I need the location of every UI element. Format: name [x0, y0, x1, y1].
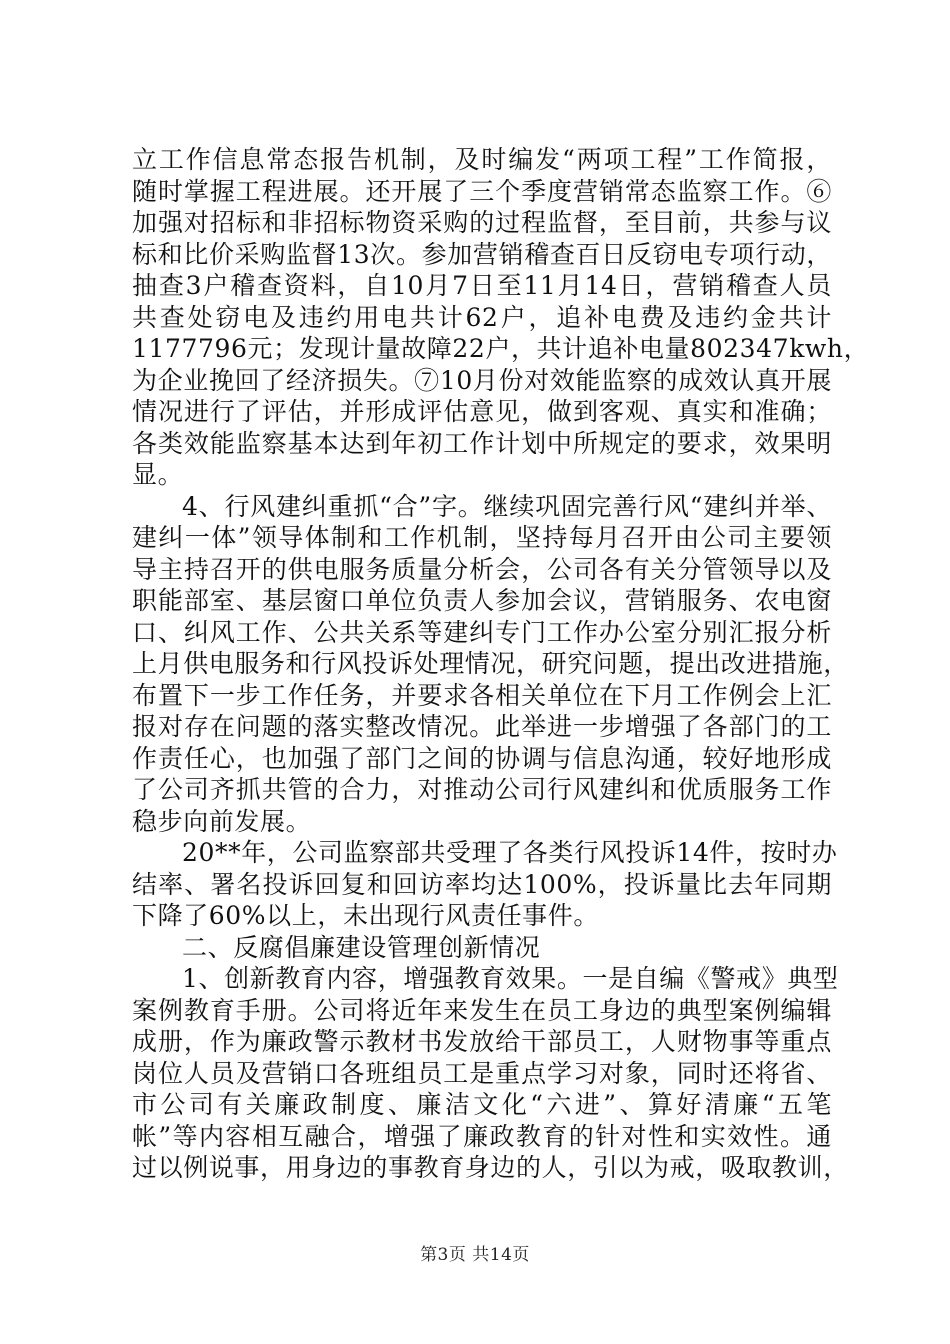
paragraph-first-line: 1、创新教育内容，增强教育效果。一是自编《警戒》典型 — [182, 964, 839, 993]
text-line: 抽查3户稽查资料，自10月7日至11月14日，营销稽查人员 — [132, 271, 832, 300]
text-line: 情况进行了评估，并形成评估意见，做到客观、真实和准确； — [132, 397, 832, 426]
text-line: 建纠一体”领导体制和工作机制，坚持每月召开由公司主要领 — [132, 523, 832, 552]
text-line: 报对存在问题的落实整改情况。此举进一步增强了各部门的工 — [132, 712, 832, 741]
text-line: 共查处窃电及违约用电共计62户，追补电费及违约金共计 — [132, 302, 832, 332]
text-line: 稳步向前发展。 — [132, 806, 312, 836]
text-line: 布置下一步工作任务，并要求各相关单位在下月工作例会上汇 — [132, 680, 832, 710]
page-number-footer: 第3页 共14页 — [420, 1245, 530, 1265]
paragraph-first-line: 4、行风建纠重抓“合”字。继续巩固完善行风“建纠并举、 — [182, 491, 832, 521]
text-line: 市公司有关廉政制度、廉洁文化“六进”、算好清廉“五笔 — [132, 1090, 832, 1119]
text-line: 标和比价采购监督13次。参加营销稽查百日反窃电专项行动， — [132, 239, 832, 269]
section-heading: 二、反腐倡廉建设管理创新情况 — [182, 932, 541, 962]
text-line: 为企业挽回了经济损失。⑦10月份对效能监察的成效认真开展 — [132, 365, 832, 395]
text-line: 随时掌握工程进展。还开展了三个季度营销常态监察工作。⑥ — [132, 176, 832, 206]
text-line: 结率、署名投诉回复和回访率均达100%，投诉量比去年同期 — [132, 869, 832, 899]
paragraph-first-line: 20**年，公司监察部共受理了各类行风投诉14件，按时办 — [182, 838, 838, 867]
text-line: 加强对招标和非招标物资采购的过程监督，至目前，共参与议 — [132, 208, 832, 237]
text-line: 了公司齐抓共管的合力，对推动公司行风建纠和优质服务工作 — [132, 775, 832, 804]
text-line: 导主持召开的供电服务质量分析会，公司各有关分管领导以及 — [132, 554, 832, 584]
text-line: 职能部室、基层窗口单位负责人参加会议，营销服务、农电窗 — [132, 586, 832, 615]
text-line: 岗位人员及营销口各班组员工是重点学习对象，同时还将省、 — [132, 1058, 832, 1088]
text-line: 作责任心，也加强了部门之间的协调与信息沟通，较好地形成 — [132, 743, 832, 773]
text-line: 上月供电服务和行风投诉处理情况，研究问题，提出改进措施， — [132, 649, 849, 678]
document-body — [132, 144, 870, 1184]
text-line: 案例教育手册。公司将近年来发生在员工身边的典型案例编辑 — [132, 995, 832, 1025]
text-line: 下降了60%以上，未出现行风责任事件。 — [132, 901, 599, 930]
text-line: 立工作信息常态报告机制，及时编发“两项工程”工作简报， — [132, 145, 832, 174]
text-line: 显。 — [132, 460, 184, 489]
text-line: 过以例说事，用身边的事教育身边的人，引以为戒，吸取教训， — [132, 1153, 849, 1182]
text-line: 口、纠风工作、公共关系等建纠专门工作办公室分别汇报分析 — [132, 617, 832, 647]
text-line: 成册，作为廉政警示教材书发放给干部员工，人财物事等重点 — [132, 1027, 832, 1056]
text-line: 各类效能监察基本达到年初工作计划中所规定的要求，效果明 — [132, 428, 832, 458]
text-line: 1177796元；发现计量故障22户，共计追补电量802347kwh， — [132, 334, 870, 363]
text-line: 帐”等内容相互融合，增强了廉政教育的针对性和实效性。通 — [132, 1121, 832, 1151]
